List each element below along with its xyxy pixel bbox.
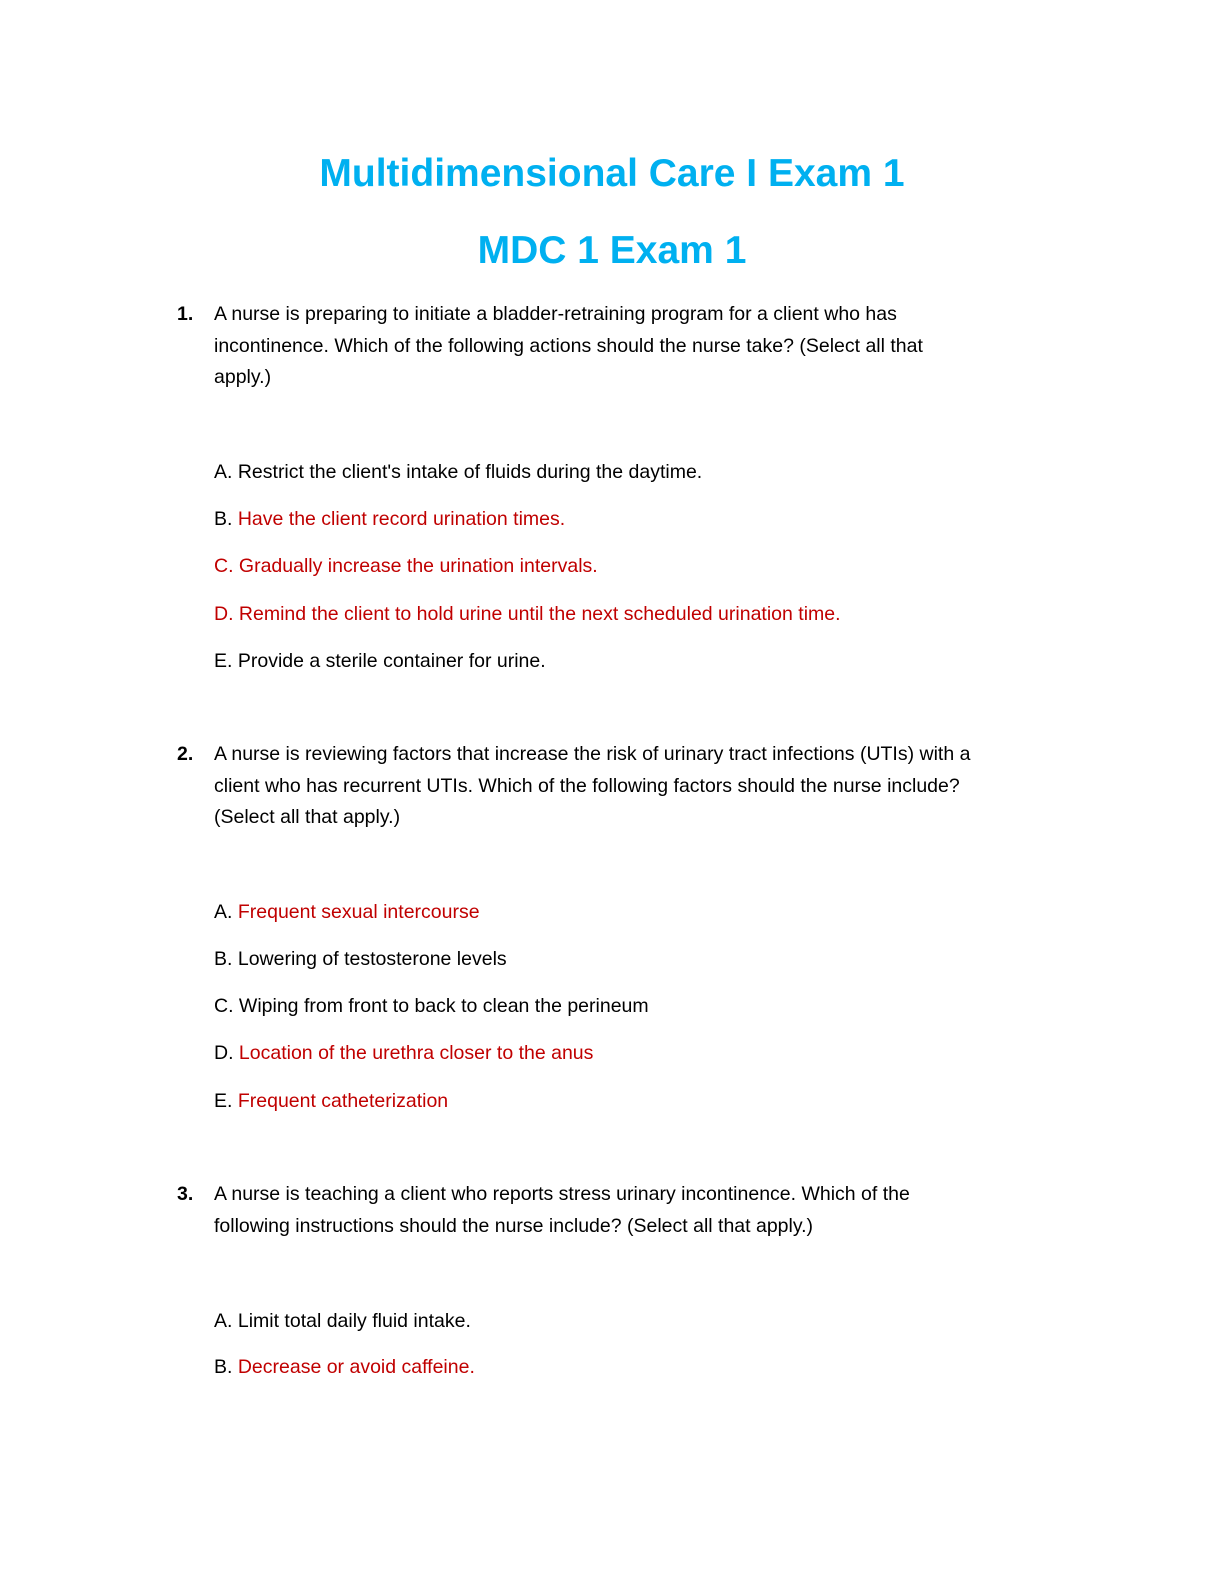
question-3-option-a: [214, 1308, 1074, 1334]
question-3-text: [214, 1179, 1074, 1242]
document-title: Multidimensional Care I Exam 1: [319, 152, 905, 195]
question-1-option-a: [214, 459, 1074, 485]
question-2-text: [214, 739, 1074, 834]
option-text-correct: Decrease or avoid caffeine.: [237, 1356, 475, 1378]
option-text-correct: Frequent sexual intercourse: [237, 901, 480, 923]
option-text: Provide a sterile container for urine.: [237, 650, 546, 672]
option-text-correct: Frequent catheterization: [237, 1090, 449, 1112]
question-2-option-a: [214, 899, 1074, 925]
question-1-option-d: [214, 601, 1074, 627]
option-text-correct: Location of the urethra closer to the anus: [238, 1042, 594, 1064]
question-1-option-c: [214, 553, 1074, 579]
question-2-line-3: (Select all that apply.): [214, 806, 401, 828]
document-subtitle: MDC 1 Exam 1: [477, 229, 747, 272]
option-prefix: D.: [214, 1042, 239, 1064]
question-3-line-2: following instructions should the nurse include? (Select all that apply.): [214, 1214, 814, 1237]
question-1-option-b: [214, 506, 1074, 532]
question-3-option-b: [214, 1354, 1074, 1380]
option-prefix: E.: [214, 1090, 238, 1112]
question-1-line-1: A nurse is preparing to initiate a bladder-retraining program for a client who has: [214, 303, 897, 325]
question-1-option-e: [214, 648, 1074, 674]
question-3-number: 3.: [177, 1183, 194, 1205]
question-2-line-1: A nurse is reviewing factors that increase the risk of urinary tract infections (UTIs) with a: [214, 743, 971, 765]
option-prefix: B.: [214, 508, 238, 530]
option-text: Restrict the client's intake of fluids during the daytime.: [237, 461, 703, 483]
option-prefix: E.: [214, 650, 238, 672]
option-text-correct: Have the client record urination times.: [237, 508, 566, 530]
option-prefix: A.: [214, 901, 238, 923]
question-2-option-b: [214, 946, 1074, 972]
option-text-correct: Remind the client to hold urine until the next scheduled urination time.: [238, 603, 841, 625]
option-text: Limit total daily fluid intake.: [237, 1310, 471, 1332]
option-prefix: B.: [214, 1356, 238, 1378]
question-2-line-2: client who has recurrent UTIs. Which of the following factors should the nurse include?: [214, 774, 960, 797]
option-prefix: C.: [214, 995, 239, 1017]
option-text-correct: Gradually increase the urination intervals.: [238, 555, 598, 577]
option-text: Wiping from front to back to clean the perineum: [238, 995, 649, 1017]
question-2-option-e: [214, 1088, 1074, 1114]
question-2-option-c: [214, 993, 1074, 1019]
question-1-text: [214, 299, 1074, 394]
question-1-line-2: incontinence. Which of the following actions should the nurse take? (Select all that: [214, 334, 923, 357]
question-1-number: 1.: [177, 303, 194, 325]
option-prefix: A.: [214, 461, 238, 483]
option-prefix: D.: [214, 603, 239, 625]
question-1-line-3: apply.): [214, 366, 272, 388]
question-3-line-1: A nurse is teaching a client who reports stress urinary incontinence. Which of the: [214, 1183, 910, 1205]
option-prefix: B.: [214, 948, 238, 970]
question-2-option-d: [214, 1040, 1074, 1066]
option-prefix: A.: [214, 1310, 238, 1332]
option-text: Lowering of testosterone levels: [237, 948, 507, 970]
option-prefix: C.: [214, 555, 239, 577]
question-2-number: 2.: [177, 743, 194, 765]
